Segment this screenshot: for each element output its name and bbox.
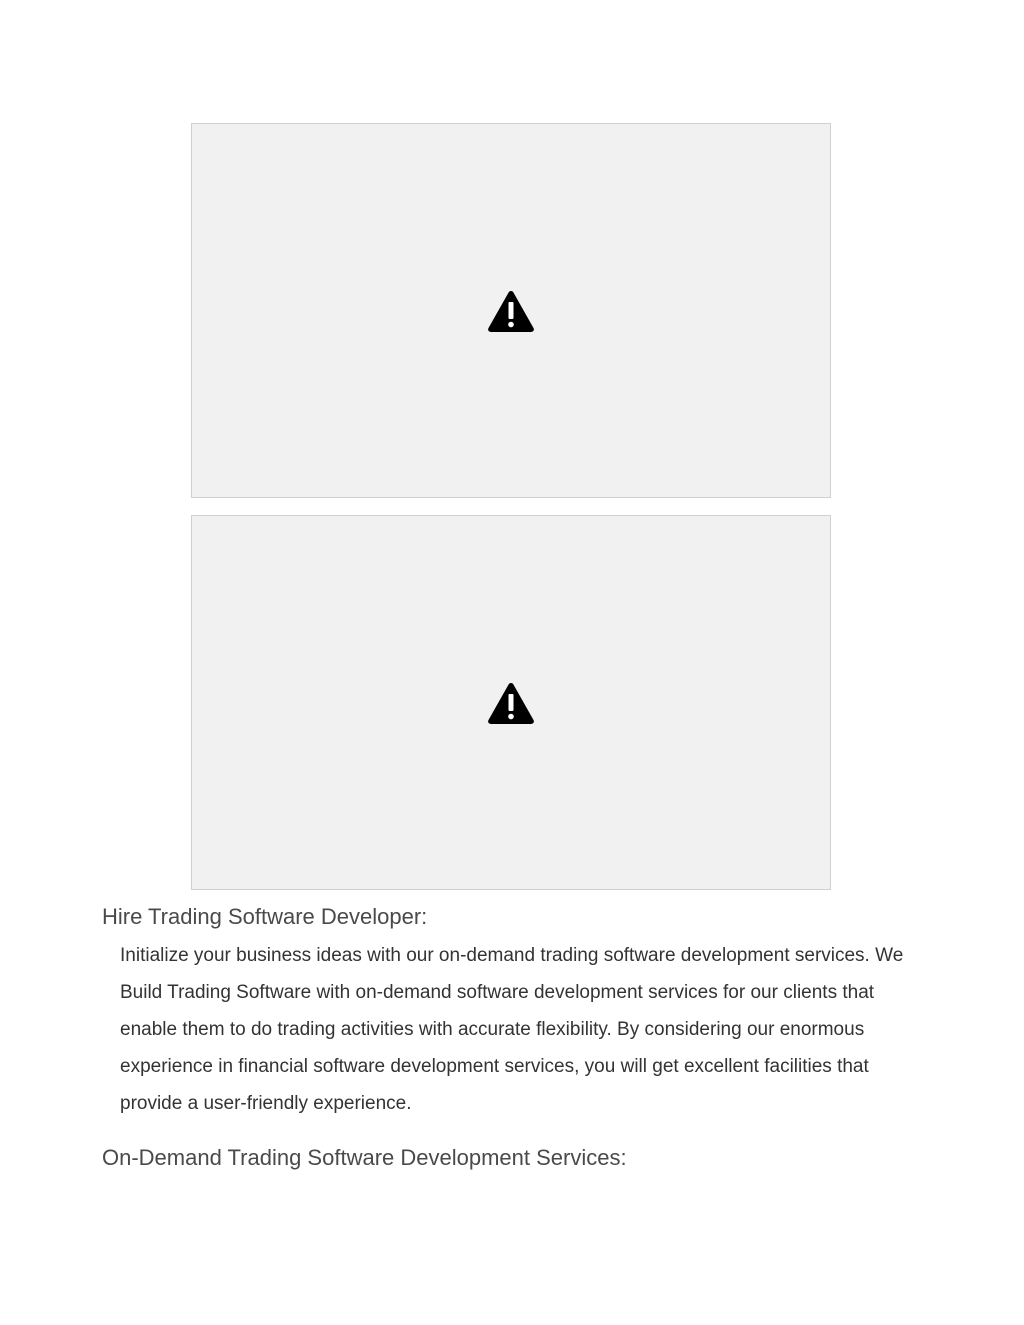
warning-icon bbox=[487, 289, 535, 333]
section-paragraph: Initialize your business ideas with our on-demand trading software development services. We Build Trading Software with on-demand software development services for our clients that enable them to do trading activities with accurate flexibility. By considering our enormous experience in financial software development services, you will get excellent facilities that provide a user-friendly experience. bbox=[120, 945, 904, 1114]
section-heading-hire-developer: Hire Trading Software Developer: bbox=[102, 904, 428, 929]
section-heading-development-services: On-Demand Trading Software Development Services: bbox=[102, 1145, 627, 1170]
broken-image-placeholder-2 bbox=[191, 515, 831, 890]
broken-image-placeholder-1 bbox=[191, 123, 831, 498]
warning-icon bbox=[487, 681, 535, 725]
